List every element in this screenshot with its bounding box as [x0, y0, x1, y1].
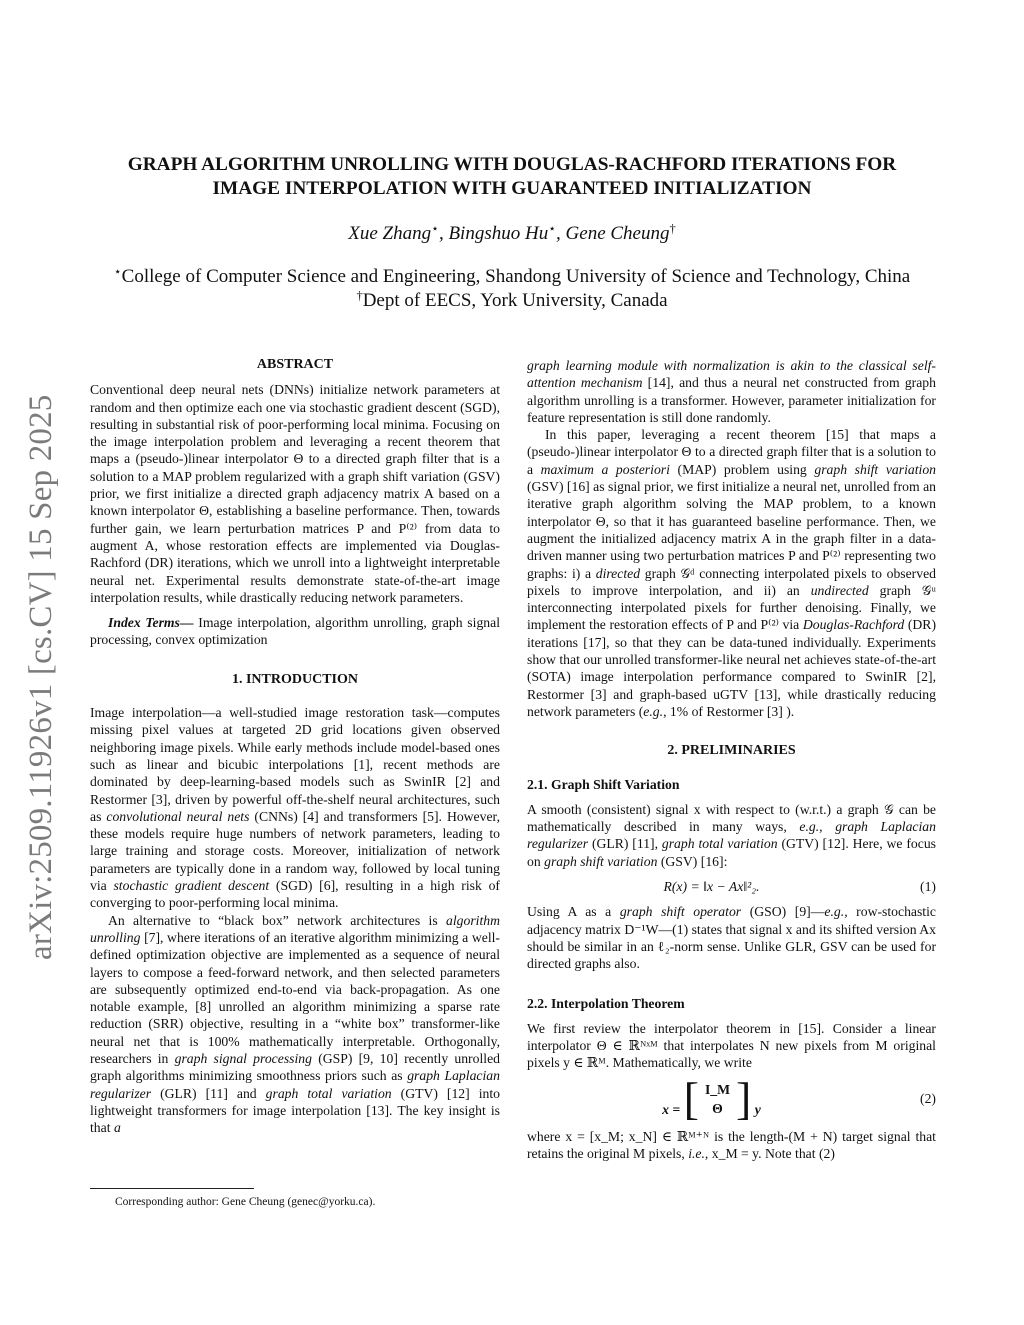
left-column [90, 356, 500, 1136]
affiliation-2: †Dept of EECS, York University, Canada [356, 288, 668, 311]
equation-1 [527, 878, 936, 895]
title-line-1: GRAPH ALGORITHM UNROLLING WITH DOUGLAS-RACHFORD ITERATIONS FOR [127, 154, 897, 175]
author-2: Bingshuo Hu⋆, [448, 221, 566, 244]
abstract-text: Conventional deep neural nets (DNNs) initialize network parameters at random and then optimize each one via stochastic gradient descent (SGD), resulting in substantial risk of poor-performing local minima. Focusing on the image interpolation problem and leveraging a recent theorem that maps a (pseudo-)linear interpolator Θ to a directed graph filter that is a solution to a MAP problem regularized with a graph shift variation (GSV) prior, we first initialize a directed graph adjacency matrix A based on a known interpolator Θ, establishing a baseline performance. Then, towards further gain, we learn perturbation matrices P and P⁽²⁾ from data to augment A, whose restoration effects are implemented via Douglas-Rachford (DR) iterations, which we unroll into a lightweight interpretable neural net. Experimental results demonstrate state-of-the-art image interpolation results, while drastically reducing network parameters. [90, 382, 500, 605]
target-signal-paragraph: where x = [x_M; x_N] ∈ ℝᴹ⁺ᴺ is the length-(M + N) target signal that retains the original M pixels, i.e., x_M = y. Note that (2) [527, 1128, 936, 1161]
gsv-paragraph: A smooth (consistent) signal x with respect to (w.r.t.) a graph 𝒢 can be mathematically described in many ways, e.g., graph Laplacian regularizer (GLR) [11], graph total variation (GTV) [12]. Here, we focus on graph shift variation (GSV) [16]: [527, 801, 936, 869]
right-bracket-icon: ] [736, 1072, 752, 1124]
right-column [527, 357, 936, 1162]
gso-paragraph: Using A as a graph shift operator (GSO) [9]—e.g., row-stochastic adjacency matrix D⁻¹W—(1) states that signal x and its shifted version Ax should be similar in an ℓ₂-norm sense. Unlike GLR, GSV can be used for directed graphs also. [527, 904, 936, 972]
author-list [0, 222, 1024, 246]
subsection-interpolation-theorem: 2.2. Interpolation Theorem [527, 995, 685, 1011]
introduction-heading: 1. INTRODUCTION [231, 671, 358, 687]
index-terms: Index Terms— Image interpolation, algorithm unrolling, graph signal processing, convex optimization [90, 615, 501, 648]
intro-continuation: graph learning module with normalization is akin to the classical self-attention mechanism [14], and thus a neural net constructed from graph algorithm unrolling is a transformer. However, parameter initialization for feature representation is still done randomly. [527, 358, 936, 425]
left-bracket-icon: [ [683, 1072, 699, 1124]
equation-2 [527, 1072, 936, 1124]
paper-title [80, 153, 944, 201]
preliminaries-heading: 2. PRELIMINARIES [667, 743, 796, 759]
equation-2-number: (2) [920, 1091, 936, 1107]
affiliation-1: ⋆College of Computer Science and Engineering, Shandong University of Science and Technology, China [113, 264, 911, 287]
abstract-heading: ABSTRACT [256, 357, 334, 372]
intro-paragraph-1: Image interpolation—a well-studied image restoration task—computes missing pixel values at targeted 2D grid locations given observed neighboring image pixels. While early methods include model-based ones such as linear and bicubic interpolations [1], recent methods are dominated by deep-learning-based models such as SwinIR [2] and Restormer [3], driven by powerful off-the-shelf neural architectures, such as convolutional neural nets (CNNs) [4] and transformers [5]. However, these models require huge numbers of network parameters, leading to large training and storage costs. Moreover, initialization of network parameters are typically done in a random way, followed by local tuning via stochastic gradient descent (SGD) [6], resulting in a high risk of converging to poor-performing local minima. [90, 705, 500, 911]
footnote-corresponding-author: Corresponding author: Gene Cheung (genec@yorku.ca). [115, 1196, 376, 1208]
equation-2-formula: x = [ I_M Θ ] y [662, 1072, 761, 1124]
author-1: Xue Zhang⋆, [348, 221, 449, 244]
intro-paragraph-2: An alternative to “black box” network architectures is algorithm unrolling [7], where iterations of an iterative algorithm minimizing a well-defined optimization objective are implemented as a sequence of neural layers to compose a feed-forward network, and then selected parameters are subsequently optimized end-to-end via back-propagation. As one notable example, [8] unrolled an algorithm minimizing a sparse rate reduction (SRR) objective, resulting in a “white box” transformer-like neural net that is 100% mathematically interpretable. Orthogonally, researchers in graph signal processing (GSP) [9, 10] recently unrolled graph algorithms minimizing smoothness priors such as graph Laplacian regularizer (GLR) [11] and graph total variation (GTV) [12] into lightweight transformers for image interpolation [13]. The key insight is that a [90, 912, 501, 1136]
footnote-divider [90, 1188, 254, 1189]
equation-1-formula: R(x) = ‖x − Ax‖²₂. [663, 879, 760, 895]
author-3: Gene Cheung† [565, 221, 676, 244]
intro-paragraph-3: In this paper, leveraging a recent theorem [15] that maps a (pseudo-)linear interpolator Θ to a directed graph filter that is a solution to a maximum a posteriori (MAP) problem using graph shift variation (GSV) [16] as signal prior, we first initialize a neural net, unrolled from an iterative graph algorithm solving the MAP problem, to a known interpolator Θ, so that it has guaranteed baseline performance. Then, we augment the initialized adjacency matrix A in the graph filter in a data-driven manner using two perturbation matrices P and P⁽²⁾ representing two graphs: i) a directed graph 𝒢ᵈ connecting interpolated pixels to observed pixels to improve interpolation, and ii) an undirected graph 𝒢ᵘ interconnecting interpolated pixels for further denoising. Finally, we implement the restoration effects of P and P⁽²⁾ via Douglas-Rachford (DR) iterations [17], so that they can be data-tuned individually. Experiments show that our unrolled transformer-like neural net achieves state-of-the-art (SOTA) image interpolation performance compared to SwinIR [2], Restormer [3] and graph-based uGTV [13], while drastically reducing network parameters (e.g., 1% of Restormer [3] ). [527, 427, 937, 719]
arxiv-identifier-stamp: arXiv:2509.11926v1 [cs.CV] 15 Sep 2025 [23, 394, 59, 960]
title-line-2: IMAGE INTERPOLATION WITH GUARANTEED INITIALIZATION [212, 178, 812, 199]
equation-2-matrix: [ I_M Θ ] [683, 1072, 752, 1124]
affiliations [0, 265, 1024, 313]
interpolation-paragraph: We first review the interpolator theorem in [15]. Consider a linear interpolator Θ ∈ ℝᴺˣᴹ that interpolates N new pixels from M original pixels y ∈ ℝᴹ. Mathematically, we write [527, 1020, 936, 1071]
subsection-graph-shift-variation: 2.1. Graph Shift Variation [527, 776, 680, 792]
equation-1-number: (1) [920, 879, 936, 895]
